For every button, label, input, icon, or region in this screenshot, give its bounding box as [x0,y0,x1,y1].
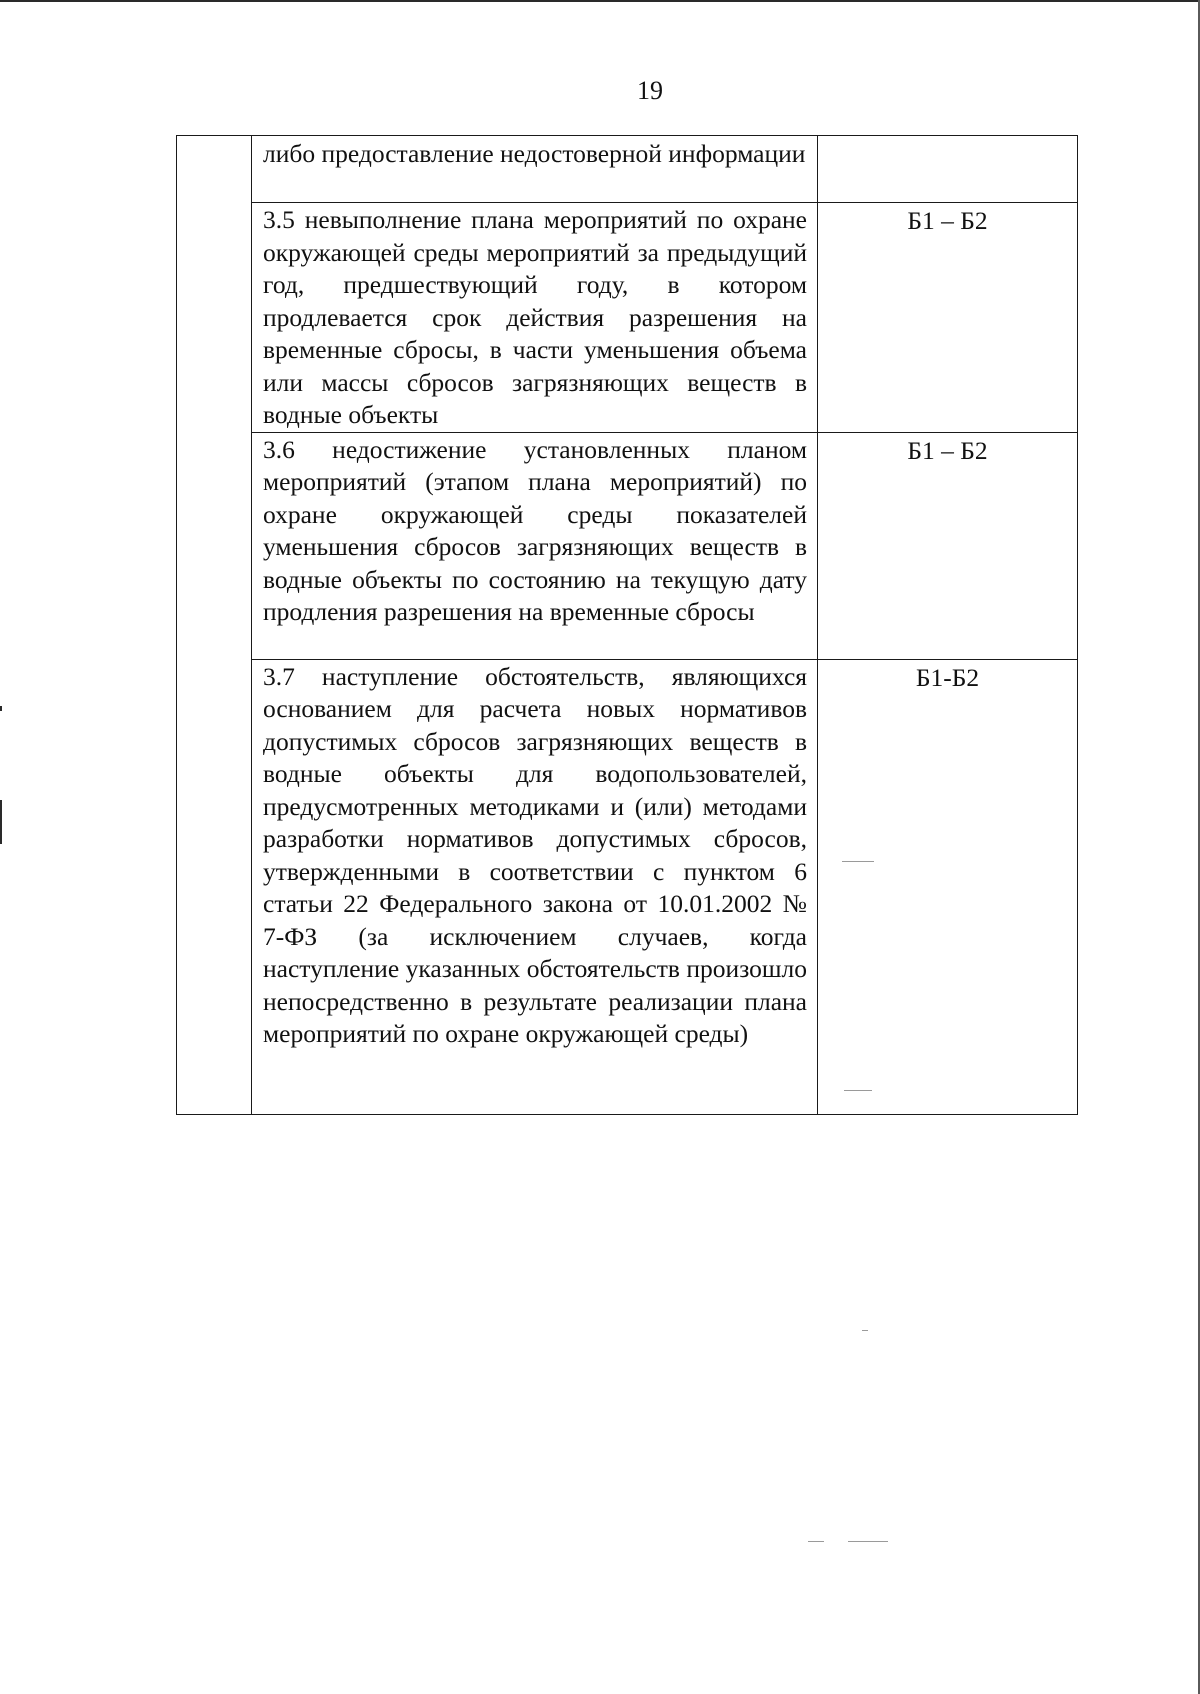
description-text: 3.5 невыполнение плана мероприятий по охране окружающей среды мероприятий за предыдущий год, предшествующий году, в котором продлевается срок действия разрешения на временные сбросы, в части уменьшения объема или массы сбросов загрязняющих веществ в водные объекты [263,205,807,429]
code-cell [818,432,1078,659]
scan-speck [848,1541,888,1542]
code-cell [818,136,1078,203]
scan-edge-top [0,0,1200,2]
page-number: 19 [637,76,663,105]
description-text: либо предоставление недостоверной информации [263,139,806,168]
table-row [177,659,1078,1114]
table-row [177,203,1078,433]
scan-speck [844,1090,872,1091]
row-number-cell [177,136,252,1115]
scan-speck [842,861,874,862]
scan-speck [808,1541,824,1542]
code-text: Б1 – Б2 [907,435,988,465]
requirements-table [176,135,1078,1115]
description-cell [252,432,818,659]
scan-edge-mark-left [0,800,2,844]
description-text: 3.6 недостижение установленных планом мероприятий (этапом плана мероприятий) по охране окружающей среды показателей уменьшения сбросов загрязняющих веществ в водные объекты по состоянию на текущую дату продления разрешения на временные сбросы [263,434,807,626]
code-cell [818,203,1078,433]
description-text: 3.7 наступление обстоятельств, являющихся основанием для расчета новых нормативов допустимых сбросов загрязняющих веществ в водные объекты для водопользователей, предусмотренных методиками и (или) методами разработки нормативов допустимых сбросов, утвержденными в соответствии с пунктом 6 статьи 22 Федерального закона от 10.01.2002 № 7-ФЗ (за исключением случаев, когда наступление указанных обстоятельств произошло непосредственно в результате реализации плана мероприятий по охране окружающей среды) [263,661,807,1048]
description-cell [252,659,818,1114]
table-row [177,136,1078,203]
code-text [818,136,1077,138]
code-cell [818,659,1078,1114]
scan-dot-left [0,706,2,711]
description-cell [252,136,818,203]
code-text: Б1-Б2 [915,662,980,692]
table-row [177,432,1078,659]
code-text: Б1 – Б2 [907,206,988,235]
description-cell [252,203,818,433]
scan-speck [862,1330,868,1331]
